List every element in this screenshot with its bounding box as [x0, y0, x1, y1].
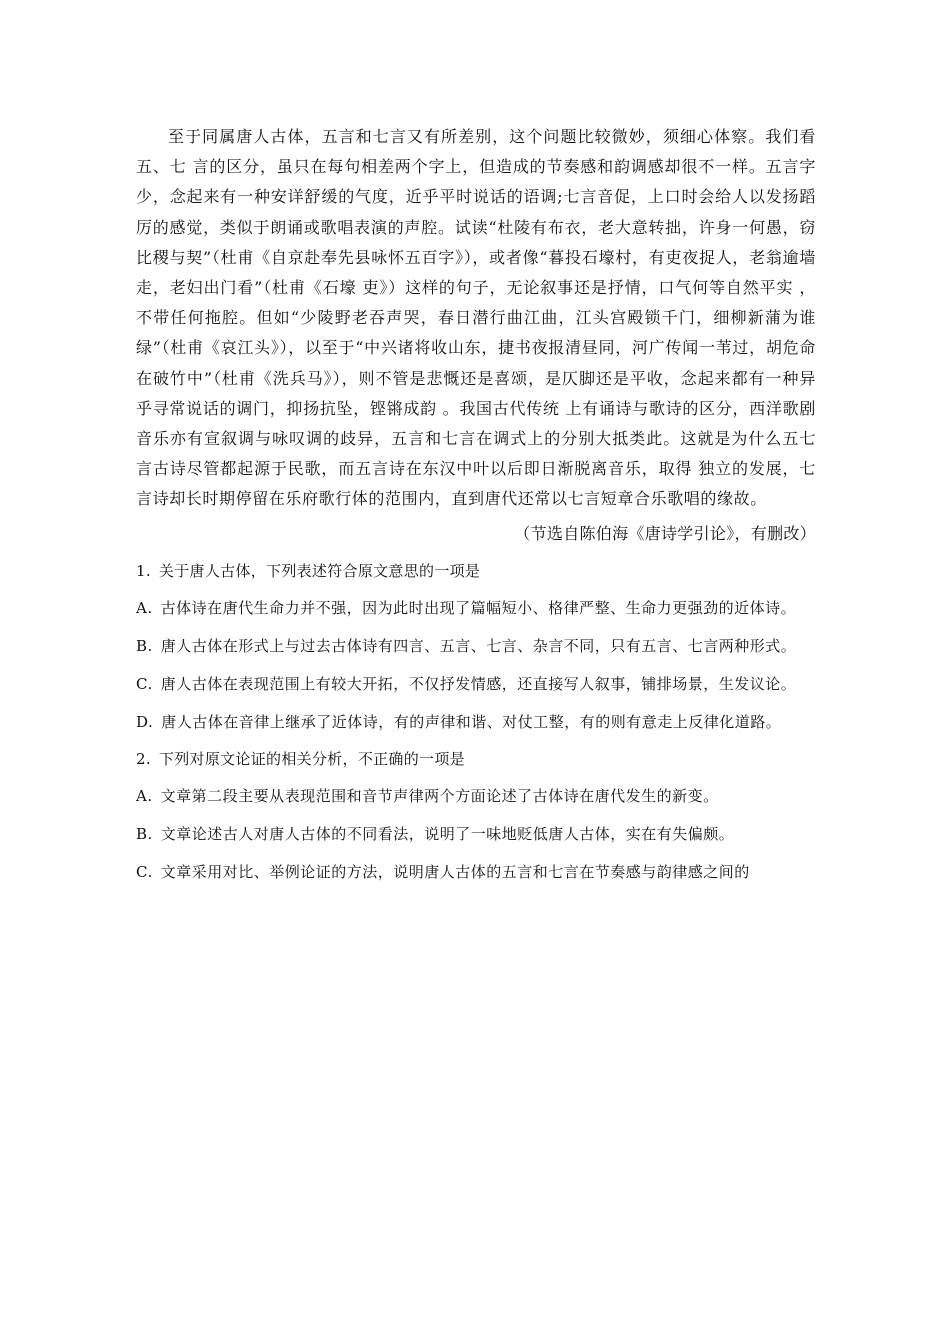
question-number: 1. — [136, 561, 151, 580]
option-letter: C. — [136, 674, 153, 693]
option-text: 唐人古体在形式上与过去古体诗有四言、五言、七言、杂言不同，只有五言、七言两种形式。 — [160, 636, 797, 655]
option-text: 文章论述古人对唐人古体的不同看法，说明了一味地贬低唐人古体，实在有失偏颇。 — [160, 824, 735, 843]
option-letter: A. — [136, 598, 153, 617]
option-letter: A. — [136, 786, 153, 805]
question-stem-text: 关于唐人古体，下列表述符合原文意思的一项是 — [158, 561, 481, 580]
option-text: 古体诗在唐代生命力并不强，因为此时出现了篇幅短小、格律严整、生命力更强劲的近体诗。 — [160, 598, 797, 617]
option-d — [136, 703, 816, 741]
option-text: 文章采用对比、举例论证的方法，说明唐人古体的五言和七言在节奏感与韵律感之间的 — [160, 862, 750, 881]
question-stem — [136, 741, 816, 777]
document-page — [136, 122, 816, 891]
option-letter: D. — [136, 712, 154, 731]
questions — [136, 553, 816, 891]
option-c — [136, 665, 816, 703]
option-letter: B. — [136, 824, 153, 843]
option-letter: C. — [136, 862, 153, 881]
option-text: 文章第二段主要从表现范围和音节声律两个方面论述了古体诗在唐代发生的新变。 — [160, 786, 719, 805]
option-a — [136, 777, 816, 815]
option-b — [136, 627, 816, 665]
option-text: 唐人古体在表现范围上有较大开拓，不仅抒发情感，还直接写人叙事，铺排场景，生发议论。 — [160, 674, 797, 693]
option-a — [136, 589, 816, 627]
passage-paragraph: 至于同属唐人古体，五言和七言又有所差别，这个问题比较微妙，须细心体察。我们看五、七 言的区分，虽只在每句相差两个字上，但造成的节奏感和韵调感却很不一样。五言字少，念起来有一种安详舒缓的气度，近乎平时说话的语调;七言音促，上口时会给人以发扬蹈厉的感觉，类似于朗诵或歌唱表演的声腔。试读“杜陵有布衣，老大意转拙，许身一何愚，窃比稷与契”（杜甫《自京赴奉先县咏怀五百字》），或者像“暮投石壕村，有吏夜捉人，老翁逾墙走，老妇出门看”（杜甫《石壕 吏》）这样的句子，无论叙事还是抒情，口气何等自然平实 ，不带任何拖腔。但如“少陵野老吞声哭，春日潜行曲江曲，江头宫殿锁千门，细柳新蒲为谁绿”（杜甫《哀江头》），以至于“中兴诸将收山东，捷书夜报清昼同，河广传闻一苇过，胡危命在破竹中”（杜甫《洗兵马》），则不管是悲慨还是喜颂，是仄脚还是平收，念起来都有一种异乎寻常说话的调门，抑扬抗坠，铿锵成韵 。我国古代传统 上有诵诗与歌诗的区分，西洋歌剧音乐亦有宣叙调与咏叹调的歧异，五言和七言在调式上的分别大抵类此。这就是为什么五七言古诗尽管都起源于民歌，而五言诗在东汉中叶以后即日渐脱离音乐，取得 独立的发展，七言诗却长时期停留在乐府歌行体的范围内，直到唐代还常以七言短章合乐歌唱的缘故。 — [136, 127, 816, 509]
option-b — [136, 815, 816, 853]
passage — [136, 122, 816, 515]
option-letter: B. — [136, 636, 153, 655]
option-c — [136, 853, 816, 891]
passage-source: （节选自陈伯海《唐诗学引论》，有删改） — [514, 523, 816, 543]
question-number: 2. — [136, 749, 151, 768]
question-2 — [136, 741, 816, 891]
question-stem — [136, 553, 816, 589]
question-stem-text: 下列对原文论证的相关分析，不正确的一项是 — [158, 749, 465, 768]
option-text: 唐人古体在音律上继承了近体诗，有的声律和谐、对仗工整，有的则有意走上反律化道路。 — [161, 712, 782, 731]
question-1 — [136, 553, 816, 741]
